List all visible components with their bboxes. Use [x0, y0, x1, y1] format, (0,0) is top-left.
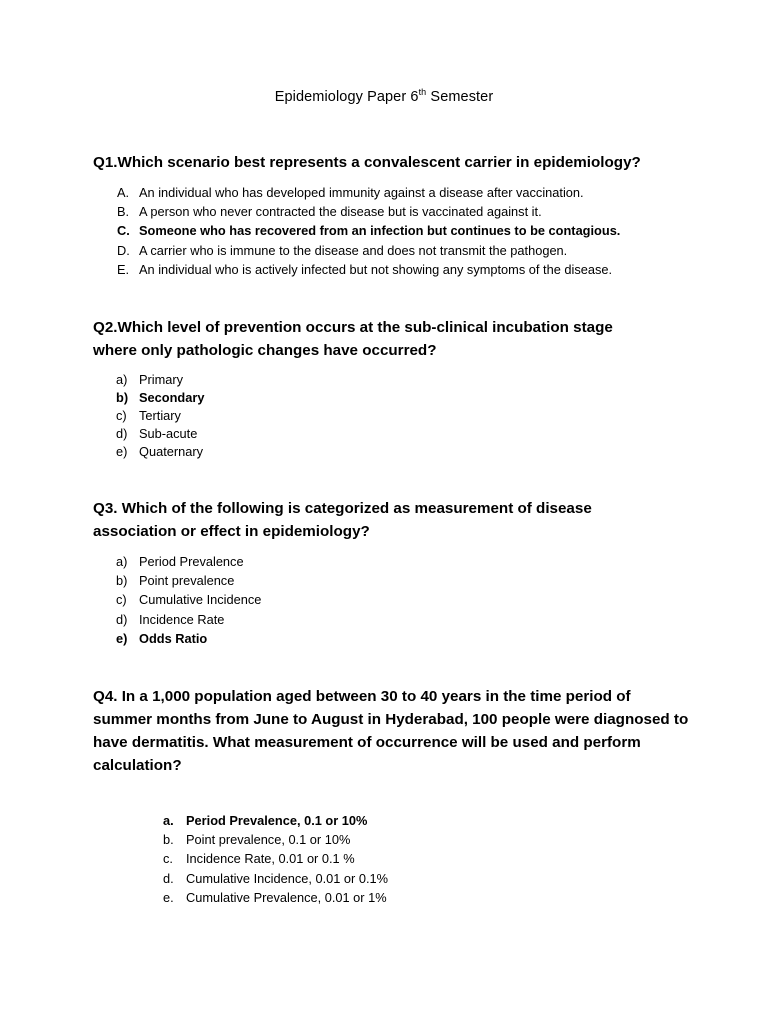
- question-1: Q1.Which scenario best represents a convalescent carrier in epidemiology?: [93, 154, 641, 171]
- option-text: An individual who is actively infected but not showing any symptoms of the disease.: [139, 261, 613, 277]
- option-text: A carrier who is immune to the disease and does not transmit the pathogen.: [139, 242, 568, 258]
- option-text: Secondary: [139, 390, 205, 405]
- option-text: Cumulative Incidence, 0.01 or 0.1%: [186, 870, 389, 886]
- option-text: Sub-acute: [139, 426, 198, 441]
- page-title: [0, 89, 768, 105]
- option-letter: a): [116, 372, 128, 387]
- question-4: Q4. In a 1,000 population aged between 30 to 40 years in the time period of summer months from June to August in Hyderabad, 100 people were diagnosed to have dermatitis. What measurement of occurrence will be used and perform calculation?: [93, 688, 689, 774]
- option-letter: e): [116, 630, 128, 646]
- option-letter: a): [116, 554, 128, 569]
- option-letter: E.: [117, 261, 130, 277]
- option-text: Cumulative Incidence: [139, 592, 262, 608]
- option-letter: a.: [163, 813, 174, 828]
- question-3: Q3. Which of the following is categorized as measurement of disease association or effect in epidemiology?: [93, 500, 592, 540]
- option-text: Someone who has recovered from an infection but continues to be contagious.: [139, 223, 621, 239]
- option-text: Point prevalence, 0.1 or 10%: [186, 832, 351, 848]
- option-text: Tertiary: [139, 408, 181, 423]
- option-letter: b): [116, 390, 129, 405]
- title-end: Semester: [426, 89, 494, 105]
- question-2: Q2.Which level of prevention occurs at the sub-clinical incubation stage where only pathologic changes have occurred?: [93, 319, 613, 359]
- option-letter: B.: [117, 204, 130, 220]
- option-text: Period Prevalence, 0.1 or 10%: [186, 813, 368, 828]
- option-letter: c): [116, 592, 127, 608]
- option-letter: c): [116, 408, 127, 423]
- option-letter: b): [116, 573, 128, 589]
- option-letter: c.: [163, 851, 173, 867]
- option-text: Point prevalence: [139, 573, 235, 589]
- option-text: Quaternary: [139, 444, 204, 459]
- option-letter: b.: [163, 832, 174, 848]
- option-text: An individual who has developed immunity against a disease after vaccination.: [139, 185, 584, 200]
- option-text: Incidence Rate, 0.01 or 0.1 %: [186, 851, 355, 867]
- option-letter: e): [116, 444, 128, 459]
- option-letter: A.: [117, 185, 130, 200]
- option-letter: e.: [163, 889, 174, 905]
- option-text: Odds Ratio: [139, 630, 208, 646]
- option-text: Cumulative Prevalence, 0.01 or 1%: [186, 889, 387, 905]
- option-text: A person who never contracted the disease but is vaccinated against it.: [139, 204, 542, 220]
- option-text: Incidence Rate: [139, 611, 225, 627]
- option-letter: d): [116, 611, 128, 627]
- option-text: Period Prevalence: [139, 554, 244, 569]
- option-letter: d.: [163, 870, 174, 886]
- option-letter: C.: [117, 223, 130, 239]
- option-letter: d): [116, 426, 128, 441]
- option-letter: D.: [117, 242, 130, 258]
- option-text: Primary: [139, 372, 184, 387]
- title-main: Epidemiology Paper 6: [274, 89, 419, 105]
- title-superscript: th: [418, 87, 427, 98]
